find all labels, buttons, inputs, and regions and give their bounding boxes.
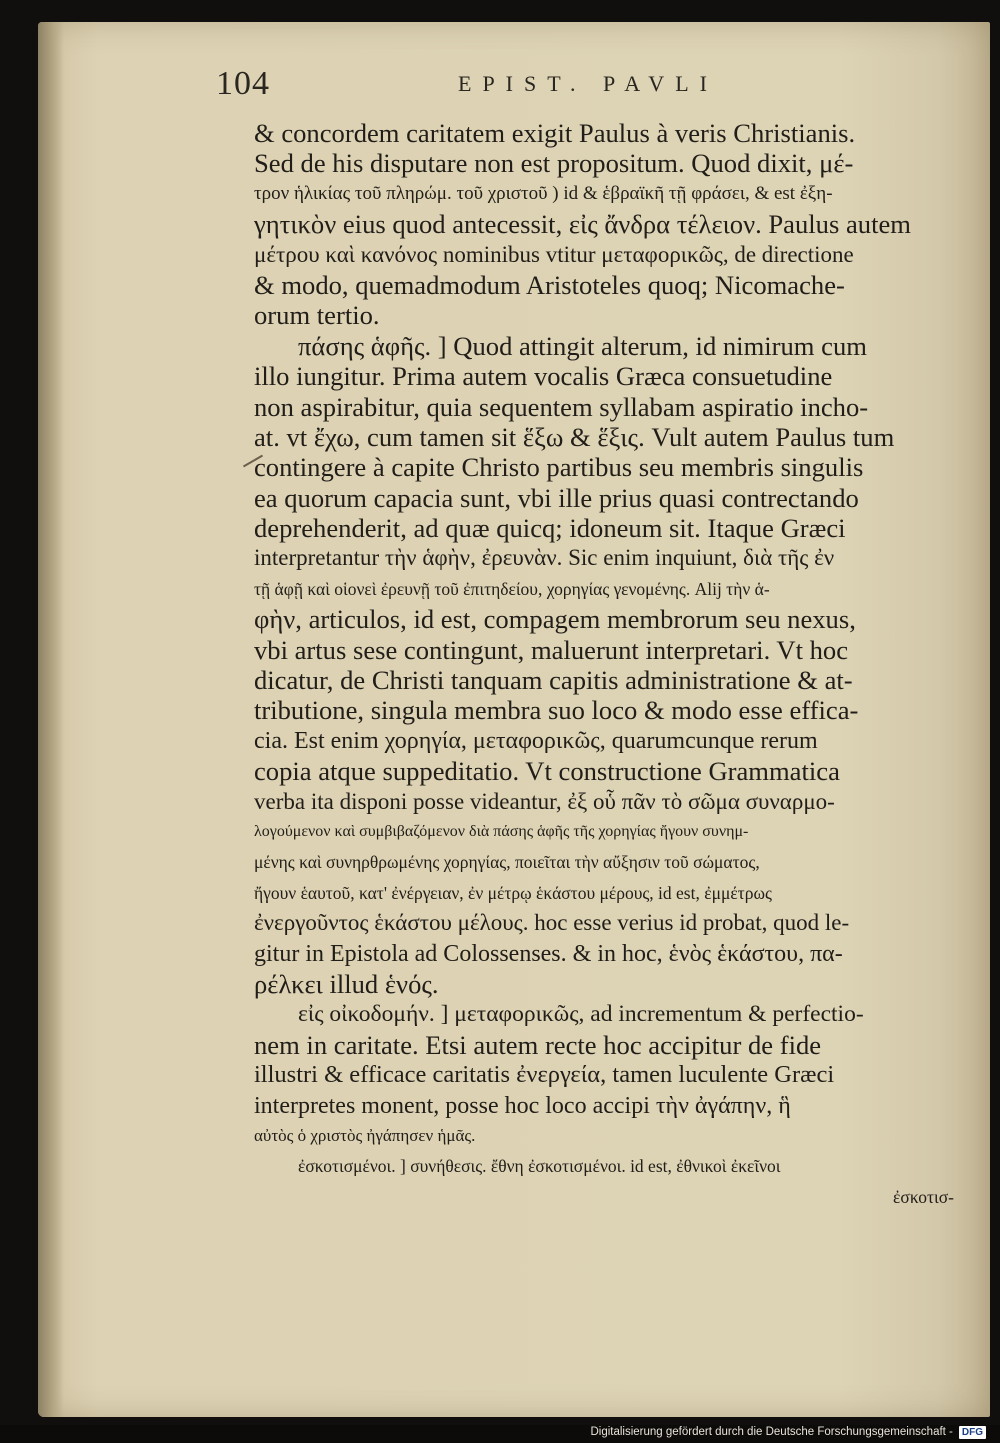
text-line: cia. Est enim χορηγία, μεταφορικῶς, quarumcunque rerum bbox=[254, 727, 818, 754]
text-line: ἤγουν ἑαυτοῦ, κατ' ἐνέργειαν, ἐν μέτρῳ ἑκάστου μέρους, id est, ἐμμέτρως bbox=[254, 882, 772, 903]
text-line: contingere à capite Christo partibus seu membris singulis bbox=[254, 452, 864, 483]
page-number: 104 bbox=[216, 65, 270, 102]
text-line: ἐσκοτισμένοι. ] συνήθεσις. ἔθνη ἐσκοτισμένοι. id est, ἐθνικοὶ ἐκεῖνοι bbox=[298, 1156, 781, 1177]
text-line: γητικὸν eius quod antecessit, εἰς ἄνδρα τέλειον. Paulus autem bbox=[254, 209, 911, 240]
text-line: φὴν, articulos, id est, compagem membrorum seu nexus, bbox=[254, 604, 856, 635]
dfg-logo: DFG bbox=[959, 1426, 986, 1439]
text-line: deprehenderit, ad quæ quicq; idoneum sit. Itaque Græci bbox=[254, 513, 846, 544]
text-line: τῇ ἁφῇ καὶ οἱονεὶ ἐρευνῇ τοῦ ἐπιτηδείου, χορηγίας γενομένης. Alij τὴν ἁ- bbox=[254, 578, 770, 599]
text-line: illustri & efficace caritatis ἐνεργεία, tamen luculente Græci bbox=[254, 1061, 835, 1089]
text-line: λογούμενον καὶ συμβιβαζόμενον διὰ πάσης ἁφῆς τῆς χορηγίας ἤγουν συνημ- bbox=[254, 822, 749, 840]
text-line: αὐτὸς ὁ χριστὸς ἠγάπησεν ἡμᾶς. bbox=[254, 1125, 476, 1145]
text-line: nem in caritate. Etsi autem recte hoc accipitur de fide bbox=[254, 1029, 822, 1060]
text-line: verba ita disponi posse videantur, ἐξ οὗ πᾶν τὸ σῶμα συναρμο- bbox=[254, 788, 835, 814]
text-line: copia atque suppeditatio. Vt constructione Grammatica bbox=[254, 756, 840, 787]
text-line: & concordem caritatem exigit Paulus à veris Christianis. bbox=[254, 118, 856, 148]
text-line: ea quorum capacia sunt, vbi ille prius quasi contrectando bbox=[254, 482, 859, 513]
text-line: interpretantur τὴν ἁφὴν, ἐρευνὰν. Sic enim inquiunt, διὰ τῆς ἐν bbox=[254, 545, 835, 571]
running-head bbox=[216, 65, 956, 113]
funding-credit: Digitalisierung gefördert durch die Deutsche Forschungsgemeinschaft - bbox=[590, 1426, 953, 1438]
text-line: ρέλκει illud ἑνός. bbox=[254, 968, 439, 999]
text-line: dicatur, de Christi tanquam capitis administratione & at- bbox=[254, 665, 853, 696]
text-line: εἰς οἰκοδομήν. ] μεταφορικῶς, ad incrementum & perfectio- bbox=[298, 1001, 864, 1028]
text-line: orum tertio. bbox=[254, 300, 380, 331]
text-line: μέτρου καὶ κανόνος nominibus vtitur μεταφορικῶς, de directione bbox=[254, 241, 854, 267]
text-line: πάσης ἁφῆς. ] Quod attingit alterum, id nimirum cum bbox=[298, 330, 867, 361]
text-line: μένης καὶ συνηρθρωμένης χορηγίας, ποιεῖται τὴν αὔξησιν τοῦ σώματος, bbox=[254, 852, 760, 873]
text-line: Sed de his disputare non est propositum. Quod dixit, μέ- bbox=[254, 148, 854, 179]
text-line: vbi artus sese contingunt, maluerunt interpretari. Vt hoc bbox=[254, 634, 849, 665]
footer bbox=[590, 1423, 986, 1441]
text-line: interpretes monent, posse hoc loco accipi τὴν ἀγάπην, ἣ bbox=[254, 1092, 791, 1119]
page-gutter-shadow bbox=[38, 22, 64, 1417]
text-line: τρον ἡλικίας τοῦ πληρώμ. τοῦ χριστοῦ ) id & ἑβραϊκῆ τῇ φράσει, & est ἐξη- bbox=[254, 182, 833, 204]
text-line: & modo, quemadmodum Aristoteles quoq; Nicomache- bbox=[254, 269, 845, 300]
body-text bbox=[254, 118, 954, 1207]
text-line: ἐνεργοῦντος ἑκάστου μέλους. hoc esse verius id probat, quod le- bbox=[254, 910, 850, 936]
text-line: ἐσκοτισ- bbox=[893, 1186, 954, 1207]
text-line: gitur in Epistola ad Colossenses. & in hoc, ἑνὸς ἑκάστου, πα- bbox=[254, 940, 843, 967]
text-line: tributione, singula membra suo loco & modo esse effica- bbox=[254, 695, 859, 726]
running-title: EPIST. PAVLI bbox=[458, 71, 718, 96]
text-line: at. vt ἔχω, cum tamen sit ἕξω & ἕξις. Vult autem Paulus tum bbox=[254, 421, 895, 452]
text-line: non aspirabitur, quia sequentem syllabam aspiratio incho- bbox=[254, 391, 869, 422]
text-line: illo iungitur. Prima autem vocalis Græca consuetudine bbox=[254, 361, 833, 392]
